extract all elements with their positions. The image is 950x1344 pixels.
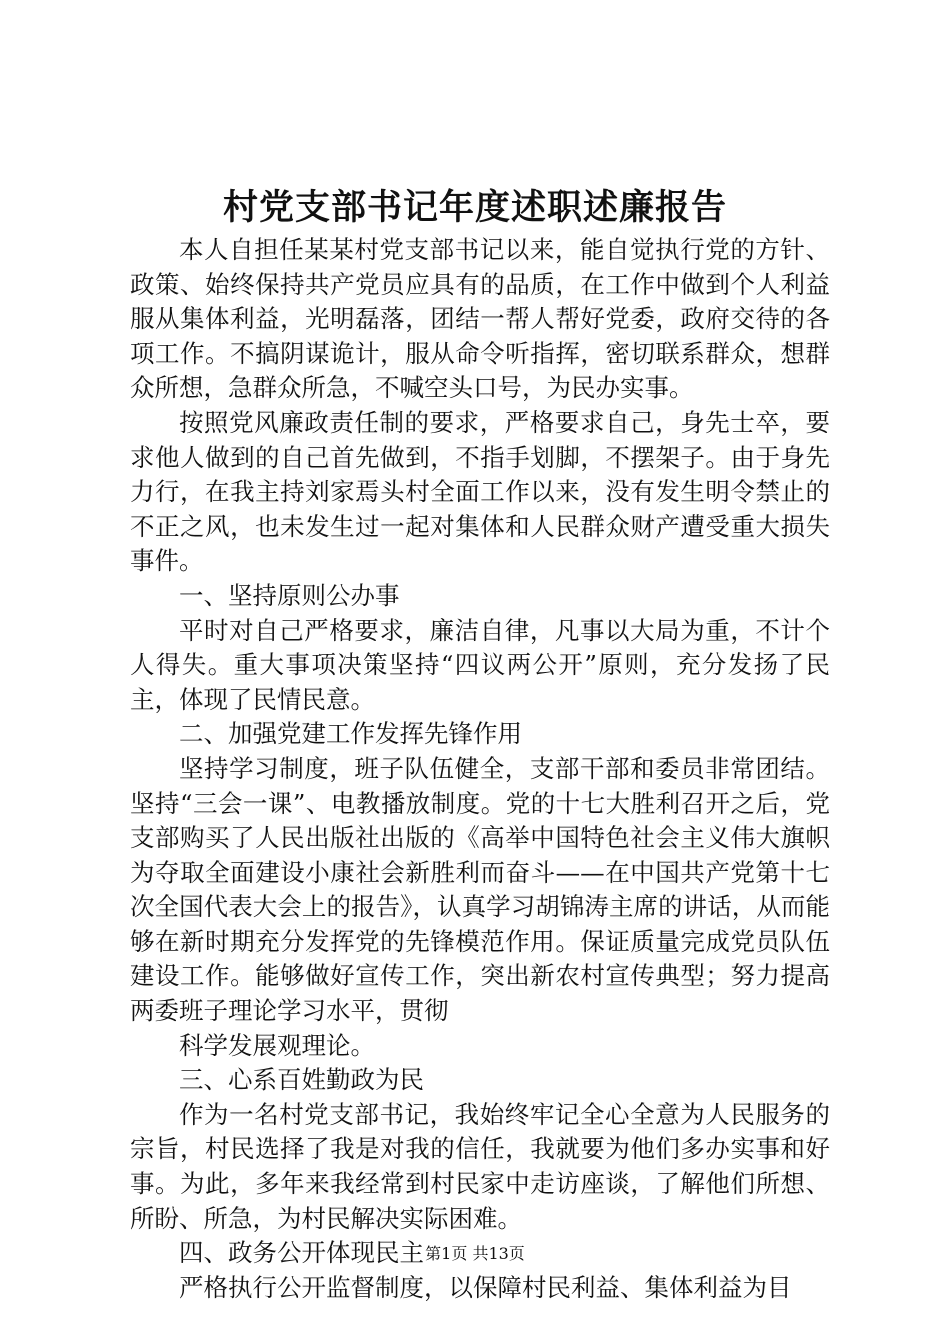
paragraph-section-4: 严格执行公开监督制度，以保障村民利益、集体利益为目 xyxy=(179,1272,792,1302)
paragraph-section-2-continued: 科学发展观理论。 xyxy=(179,1030,375,1060)
section-heading-2: 二、加强党建工作发挥先锋作用 xyxy=(179,719,522,749)
page-number-footer: 第1页 共13页 xyxy=(425,1244,525,1263)
paragraph-intro: 本人自担任某某村党支部书记以来，能自觉执行党的方针、政策、始终保持共产党员应具有的品质，在工作中做到个人利益服从集体利益，光明磊落，团结一帮人帮好党委，政府交待的各项工作。不搞阴谋诡计，服从命令听指挥，密切联系群众，想群众所想，急群众所急，不喊空头口号，为民办实事。 xyxy=(130,235,830,403)
paragraph-section-1: 平时对自己严格要求，廉洁自律，凡事以大局为重，不计个人得失。重大事项决策坚持“四议两公开”原则，充分发扬了民主，体现了民情民意。 xyxy=(130,615,830,714)
section-heading-3: 三、心系百姓勤政为民 xyxy=(179,1065,424,1095)
paragraph-section-2: 坚持学习制度，班子队伍健全，支部干部和委员非常团结。坚持“三会一课”、电教播放制度。党的十七大胜利召开之后，党支部购买了人民出版社出版的《高举中国特色社会主义伟大旗帜为夺取全面建设小康社会新胜利而奋斗——在中国共产党第十七次全国代表大会上的报告》，认真学习胡锦涛主席的讲话，从而能够在新时期充分发挥党的先锋模范作用。保证质量完成党员队伍建设工作。能够做好宣传工作，突出新农村宣传典型；努力提高两委班子理论学习水平，贯彻 xyxy=(130,753,830,1026)
document-body xyxy=(130,233,830,1305)
paragraph-integrity: 按照党风廉政责任制的要求，严格要求自己，身先士卒，要求他人做到的自己首先做到，不指手划脚，不摆架子。由于身先力行，在我主持刘家焉头村全面工作以来，没有发生明令禁止的不正之风，也未发生过一起对集体和人民群众财产遭受重大损失事件。 xyxy=(130,407,830,576)
section-heading-1: 一、坚持原则公办事 xyxy=(179,580,400,610)
section-heading-4: 四、政务公开体现民主 xyxy=(179,1238,424,1268)
paragraph-section-3: 作为一名村党支部书记，我始终牢记全心全意为人民服务的宗旨，村民选择了我是对我的信任，我就要为他们多办实事和好事。为此，多年来我经常到村民家中走访座谈，了解他们所想、所盼、所急，为村民解决实际困难。 xyxy=(130,1099,830,1233)
document-title: 村党支部书记年度述职述廉报告 xyxy=(222,187,727,228)
